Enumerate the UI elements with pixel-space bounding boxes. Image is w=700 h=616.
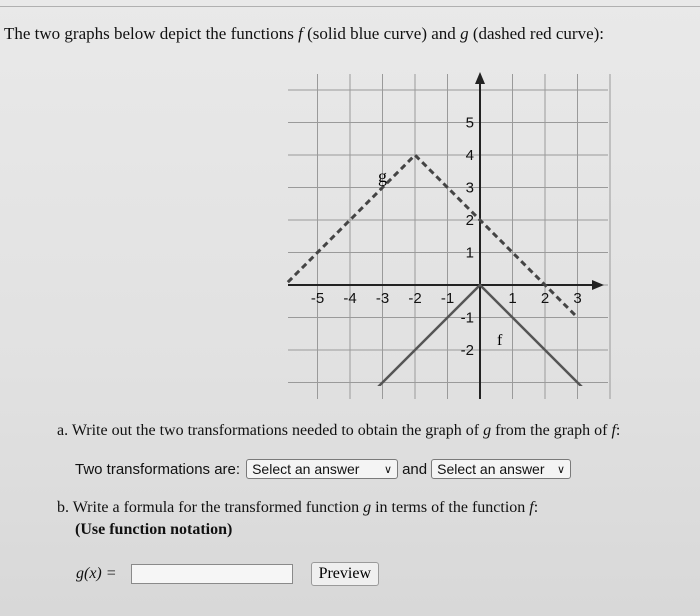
part-a-text-2: from the graph of — [491, 422, 612, 439]
intro-text-2: (solid blue curve) and — [302, 24, 461, 43]
x-tick-label: -3 — [375, 290, 390, 307]
function-graph — [286, 64, 616, 404]
part-b-g: g — [363, 499, 372, 516]
x-tick-label: -4 — [343, 290, 357, 307]
x-axis-arrow — [592, 280, 604, 290]
part-a-g: g — [483, 422, 492, 439]
part-a-question — [57, 422, 620, 440]
g-curve-dashed — [286, 155, 578, 318]
transformations-label: Two transformations are: — [75, 460, 241, 478]
chevron-down-icon: ∨ — [384, 463, 393, 476]
part-b-text: b. Write a formula for the transformed function — [57, 499, 364, 516]
y-axis-arrow — [475, 72, 485, 84]
and-label: and — [402, 460, 428, 478]
select-1-value: Select an answer — [252, 461, 360, 477]
part-a-f: f — [611, 422, 616, 439]
x-tick-label: -5 — [310, 290, 325, 307]
y-tick-label: 2 — [465, 212, 474, 229]
preview-button[interactable]: Preview — [311, 562, 379, 586]
y-tick-label: -2 — [460, 342, 474, 359]
y-tick-label: 3 — [465, 179, 474, 197]
x-tick-label: -2 — [408, 290, 422, 307]
graph-curves — [286, 155, 594, 399]
y-tick-label: 5 — [465, 114, 474, 132]
tick-labels — [311, 115, 582, 360]
select-2-value: Select an answer — [437, 461, 545, 477]
part-b-suffix: : — [533, 499, 539, 516]
y-tick-label: -1 — [460, 309, 474, 327]
problem-intro — [4, 24, 694, 44]
part-b-text-2: in terms of the function — [371, 499, 530, 516]
divider — [0, 6, 700, 7]
part-a-text: a. Write out the two transformations needed to obtain the graph of — [57, 422, 484, 439]
y-tick-label: 1 — [465, 244, 474, 262]
g-curve-label: g — [378, 166, 387, 186]
x-tick-label: 3 — [573, 290, 582, 307]
transformation-select-2[interactable] — [431, 459, 571, 479]
answer-input[interactable] — [131, 564, 293, 584]
f-curve-label: f — [497, 332, 503, 349]
transformations-row — [75, 459, 571, 479]
y-tick-label: 4 — [465, 147, 474, 164]
answer-label: g(x) = — [76, 565, 117, 582]
transformation-select-1[interactable] — [246, 459, 398, 479]
intro-f: f — [298, 24, 303, 43]
intro-text-3: (dashed red curve): — [468, 24, 605, 43]
x-tick-label: 2 — [540, 290, 550, 307]
intro-text: The two graphs below depict the functions — [4, 24, 299, 43]
part-a-suffix: : — [615, 422, 621, 439]
chevron-down-icon: ∨ — [557, 463, 566, 476]
x-tick-label: 1 — [508, 290, 517, 307]
answer-row — [76, 562, 379, 586]
part-b-question — [57, 499, 538, 517]
intro-g: g — [460, 24, 469, 43]
part-b-f: f — [529, 499, 534, 516]
x-tick-label: -1 — [440, 290, 455, 307]
function-notation-note: (Use function notation) — [75, 521, 233, 538]
